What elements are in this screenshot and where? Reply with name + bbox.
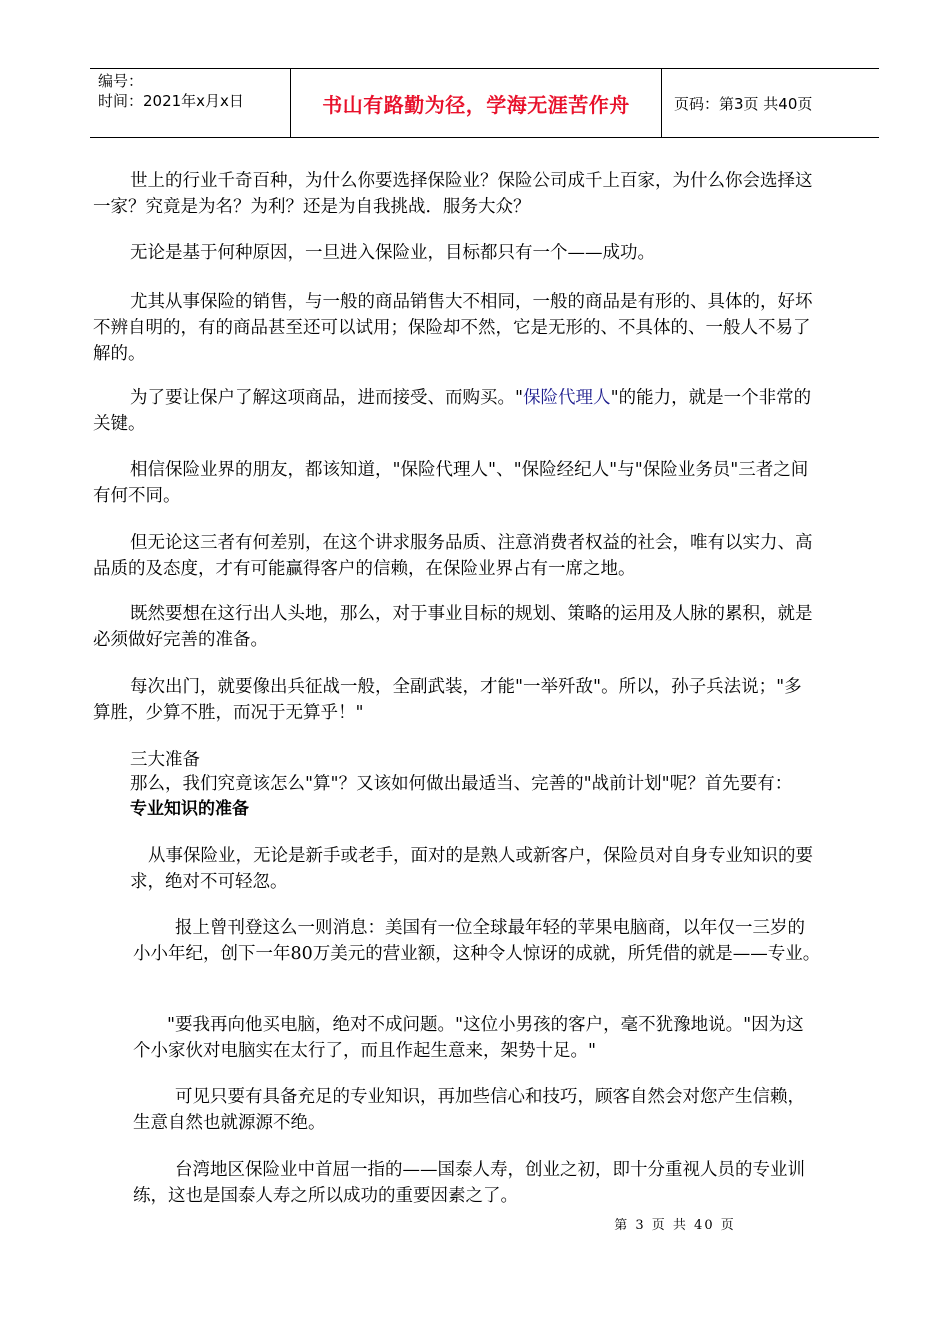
section-heading: 专业知识的准备 <box>130 799 249 819</box>
paragraph-line: 练，这也是国泰人寿之所以成功的重要因素之了。 <box>133 1186 518 1206</box>
paragraph-line: 不辨自明的，有的商品甚至还可以试用；保险却不然，它是无形的、不具体的、一般人不易了 <box>93 318 811 338</box>
paragraph-line: 每次出门，就要像出兵征战一般，全副武装，才能"一举歼敌"。所以，孙子兵法说；"多 <box>130 677 802 697</box>
paragraph-line: 一家？究竟是为名？为利？还是为自我挑战．服务大众？ <box>93 197 531 217</box>
paragraph-line: 关键。 <box>93 414 146 434</box>
text-span: 为了要让保户了解这项商品，进而接受、而购买。" <box>130 388 524 408</box>
time-label: 时间：2021年x月x日 <box>98 92 244 110</box>
paragraph-line: 算胜，少算不胜，而况于无算乎！" <box>93 703 364 723</box>
paragraph-line: 解的。 <box>93 344 146 364</box>
insurance-agent-link[interactable]: 保险代理人 <box>523 388 611 408</box>
paragraph-line: 生意自然也就源源不绝。 <box>133 1113 326 1133</box>
paragraph-line: 相信保险业界的朋友，都该知道，"保险代理人"、"保险经纪人"与"保险业务员"三者之间 <box>130 460 809 480</box>
paragraph-line: 那么，我们究竟该怎么"算"？又该如何做出最适当、完善的"战前计划"呢？首先要有： <box>130 774 793 794</box>
page-footer: 第 3 页 共 40 页 <box>614 1218 736 1233</box>
paragraph-line: 台湾地区保险业中首屈一指的——国泰人寿，创业之初，即十分重视人员的专业训 <box>175 1160 805 1180</box>
paragraph-line: 有何不同。 <box>93 486 181 506</box>
paragraph-line: 品质的及态度，才有可能赢得客户的信赖，在保险业界占有一席之地。 <box>93 559 636 579</box>
page-header <box>90 68 879 138</box>
header-motto-cell <box>290 69 662 137</box>
paragraph-line <box>130 385 811 411</box>
paragraph-line: 个小家伙对电脑实在太行了，而且作起生意来，架势十足。" <box>133 1041 597 1061</box>
paragraph-line: 报上曾刊登这么一则消息：美国有一位全球最年轻的苹果电脑商，以年仅一三岁的 <box>175 918 805 938</box>
section-title: 三大准备 <box>130 750 200 770</box>
header-motto: 书山有路勤为径，学海无涯苦作舟 <box>322 92 630 117</box>
paragraph-line: 小小年纪，创下一年80万美元的营业额，这种令人惊讶的成就，所凭借的就是——专业。 <box>133 944 821 964</box>
number-label: 编号： <box>98 72 144 90</box>
paragraph-line: "要我再向他买电脑，绝对不成问题。"这位小男孩的客户，毫不犹豫地说。"因为这 <box>167 1015 804 1035</box>
paragraph-line: 但无论这三者有何差别，在这个讲求服务品质、注意消费者权益的社会，唯有以实力、高 <box>130 533 813 553</box>
header-page-info: 页码：第3页 共40页 <box>674 94 813 113</box>
text-span: "的能力，就是一个非常的 <box>610 388 812 408</box>
paragraph-line: 必须做好完善的准备。 <box>93 630 268 650</box>
header-meta <box>90 69 290 137</box>
paragraph-line: 求，绝对不可轻忽。 <box>130 872 288 892</box>
paragraph-line: 世上的行业千奇百种，为什么你要选择保险业？保险公司成千上百家，为什么你会选择这 <box>130 171 813 191</box>
paragraph-line: 既然要想在这行出人头地，那么，对于事业目标的规划、策略的运用及人脉的累积，就是 <box>130 604 813 624</box>
paragraph-line: 从事保险业，无论是新手或老手，面对的是熟人或新客户，保险员对自身专业知识的要 <box>148 846 813 866</box>
paragraph-line: 尤其从事保险的销售，与一般的商品销售大不相同，一般的商品是有形的、具体的，好坏 <box>130 292 813 312</box>
paragraph-line: 可见只要有具备充足的专业知识，再加些信心和技巧，顾客自然会对您产生信赖， <box>175 1087 805 1107</box>
paragraph-line: 无论是基于何种原因，一旦进入保险业，目标都只有一个——成功。 <box>130 243 655 263</box>
